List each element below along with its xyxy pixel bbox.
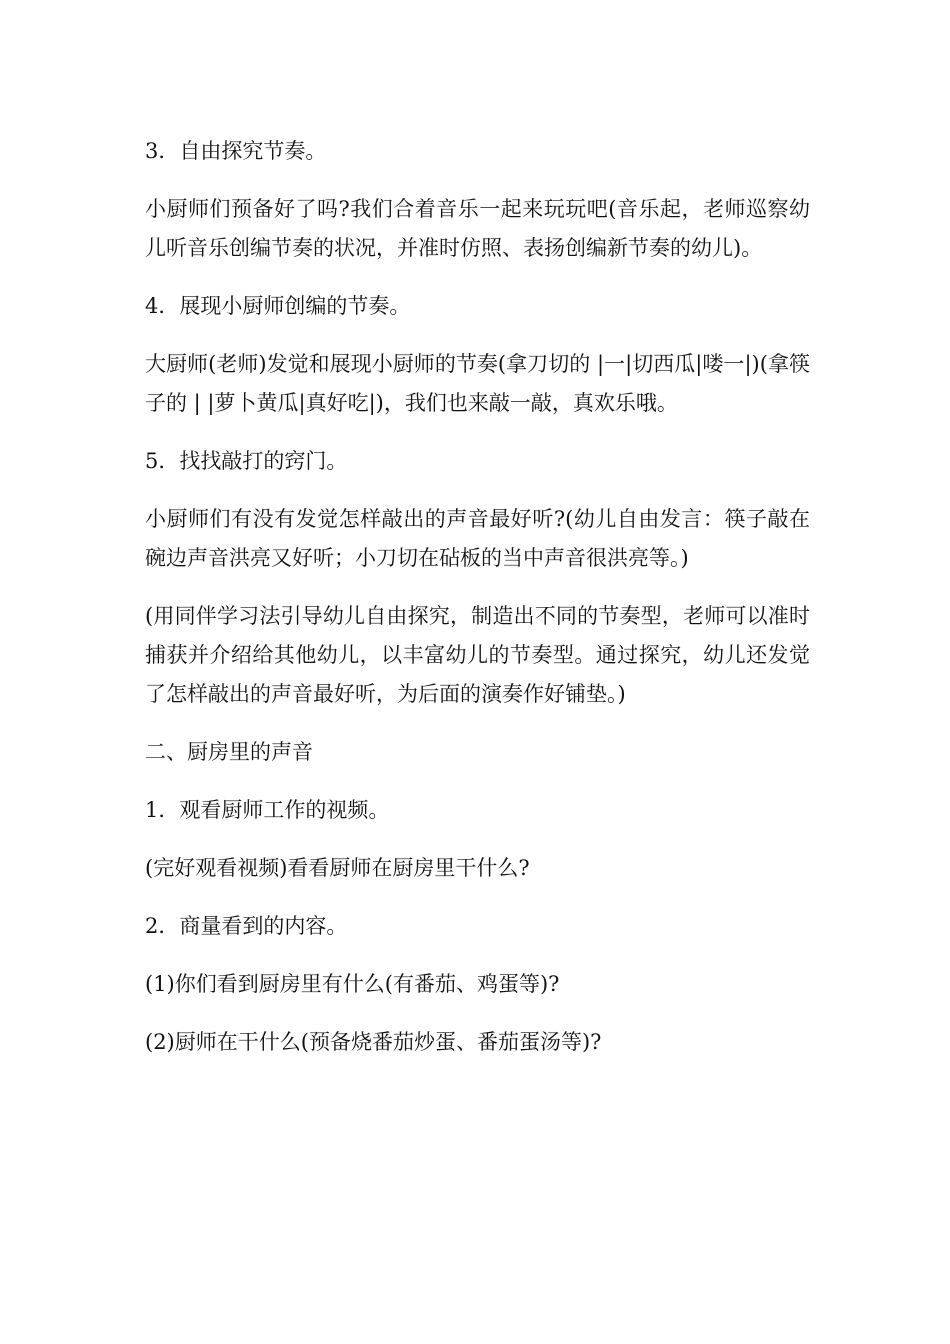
section-2-step-1-heading: 1．观看厨师工作的视频。 xyxy=(145,798,390,822)
section-2-step-2-heading: 2．商量看到的内容。 xyxy=(145,914,348,938)
step-3-heading: 3．自由探究节奏。 xyxy=(145,139,327,163)
step-4-paragraph: 大厨师(老师)发觉和展现小厨师的节奏(拿刀切的 |一|切西瓜|喽一|)(拿筷子的 | |萝卜黄瓜|真好吃|)，我们也来敲一敲，真欢乐哦。 xyxy=(145,352,810,415)
step-5-heading: 5．找找敲打的窍门。 xyxy=(145,449,348,473)
question-1: (1)你们看到厨房里有什么(有番茄、鸡蛋等)? xyxy=(145,972,560,996)
step-5-paragraph: 小厨师们有没有发觉怎样敲出的声音最好听?(幼儿自由发言：筷子敲在碗边声音洪亮又好听；小刀切在砧板的当中声音很洪亮等。) xyxy=(145,507,810,570)
section-2-step-1-paragraph: (完好观看视频)看看厨师在厨房里干什么? xyxy=(145,856,530,880)
step-4-heading: 4．展现小厨师创编的节奏。 xyxy=(145,294,411,318)
question-2: (2)厨师在干什么(预备烧番茄炒蛋、番茄蛋汤等)? xyxy=(145,1030,602,1054)
step-3-paragraph: 小厨师们预备好了吗?我们合着音乐一起来玩玩吧(音乐起，老师巡察幼儿听音乐创编节奏的状况，并准时仿照、表扬创编新节奏的幼儿)。 xyxy=(145,197,810,260)
step-5-note: (用同伴学习法引导幼儿自由探究，制造出不同的节奏型，老师可以准时捕获并介绍给其他幼儿，以丰富幼儿的节奏型。通过探究，幼儿还发觉了怎样敲出的声音最好听，为后面的演奏作好铺垫。) xyxy=(145,604,810,706)
section-2-heading: 二、厨房里的声音 xyxy=(145,740,313,764)
document-body xyxy=(145,132,810,1081)
